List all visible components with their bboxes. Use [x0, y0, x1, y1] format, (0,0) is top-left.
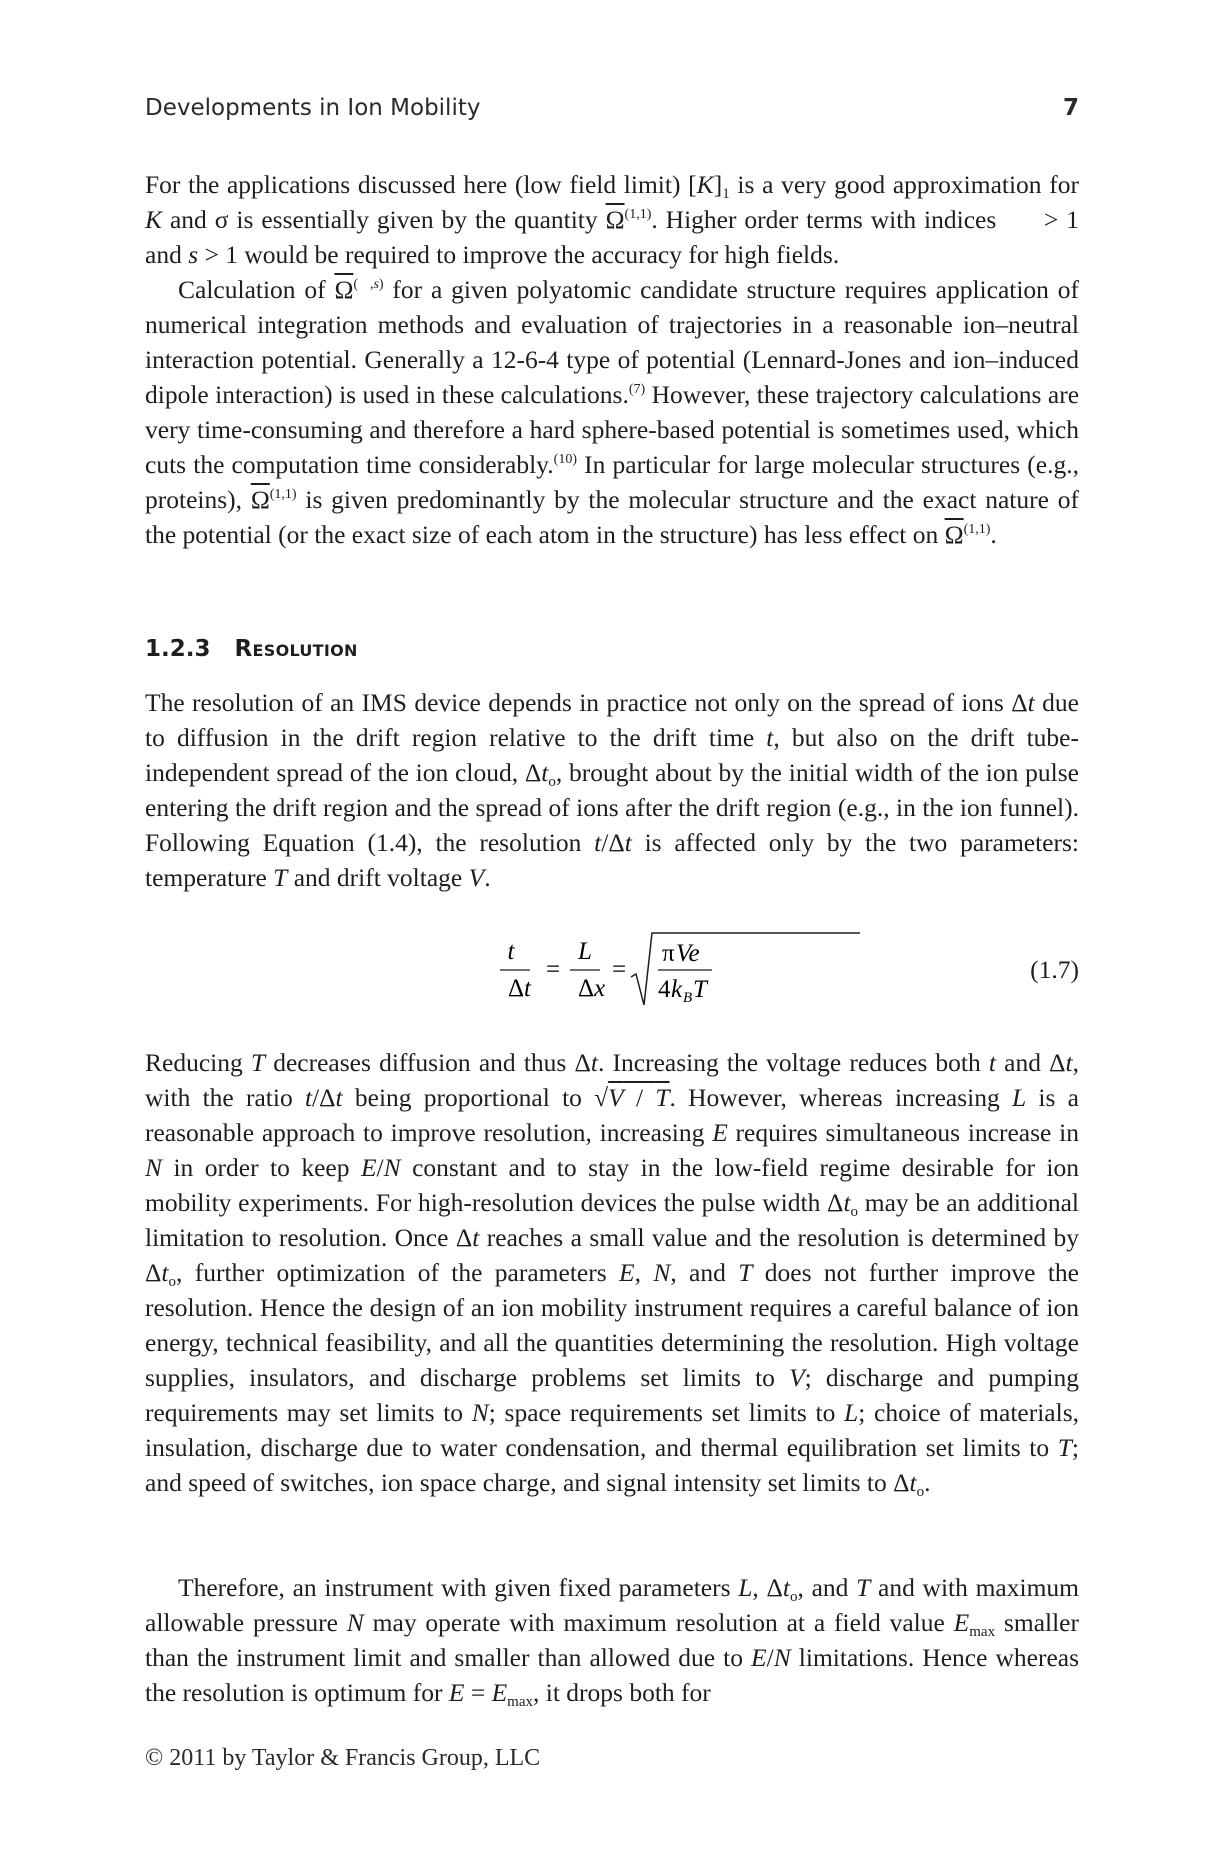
svg-text:k: k [671, 976, 683, 1003]
running-title: Developments in Ion Mobility [145, 95, 481, 121]
section-title: Resolution [234, 636, 358, 662]
paragraph-resolution: The resolution of an IMS device depends in practice not only on the spread of ions Δt due to diffusion in the drift region relative to the drift time t, but also on the drift tube-independent spread of the ion cloud, $\Delta t_o$, brought about by the initial width of the ion pulse entering the drift region and the spread of ions after the drift region (e.g., in the ion funnel). Following Equation (1.4), the resolution t/Δt is affected only by the two parameters: temperature T and drift voltage V. [145, 688, 1079, 892]
svg-text:T: T [693, 976, 707, 1003]
paragraph-reducing: Reducing T decreases diffusion and thus Δt. Increasing the voltage reduces both t and Δt, with the ratio t/Δt being proportional to √V / T. However, whereas increasing L is a reasonable approach to improve resolution, increasing E requires simultaneous increase in N in order to keep E/N constant and to stay in the low-field regime desirable for ion mobility experiments. For high-resolution devices the pulse width $\Delta t_o$ may be an additional limitation to resolution. Once Δt reaches a small value and the resolution is determined by $\Delta t_o$, further optimization of the parameters E, N, and T does not further improve the resolution. Hence the design of an ion mobility instrument requires a careful balance of ion energy, technical feasibility, and all the quantities determining the resolution. High voltage supplies, insulators, and discharge problems set limits to V; discharge and pumping requirements may set limits to N; space requirements set limits to L; choice of materials, insulation, discharge due to water condensation, and thermal equilibration set limits to T; and speed of switches, ion space charge, and signal intensity set limits to $\Delta t_o$. [145, 1048, 1080, 1500]
paragraph-intro: For the applications discussed here (low field limit) $[K]_1$ is a very good approximation for K and σ is essentially given by the quantity $\overline{\Omega}^{(1,1)}$. Higher order terms with indices > 1 and s > 1 would be required to improve the accuracy for high fields. [145, 170, 1079, 269]
equation-1-7 [145, 925, 1079, 1005]
paragraph-therefore: Therefore, an instrument with given fixed parameters L, $\Delta t_o$, and T and with maximum allowable pressure N may operate with maximum resolution at a field value $E_{max}$ smaller than the instrument limit and smaller than allowed due to E/N limitations. Hence whereas the resolution is optimum for $E = E_{max}$, it drops both for [145, 1573, 1080, 1710]
svg-text:B: B [683, 990, 693, 1005]
equation-number: (1.7) [1030, 955, 1079, 984]
svg-text:t: t [507, 938, 515, 965]
svg-text:Δ: Δ [578, 975, 595, 1002]
copyright-footer: © 2011 by Taylor & Francis Group, LLC [145, 1745, 541, 1771]
svg-text:π: π [662, 940, 675, 967]
svg-text:=: = [546, 956, 561, 983]
equation-formula [500, 925, 860, 1005]
svg-text:L: L [578, 938, 592, 965]
page-number: 7 [1062, 95, 1079, 121]
section-heading [145, 636, 358, 662]
svg-text:=: = [612, 956, 627, 983]
svg-text:4: 4 [658, 976, 671, 1003]
running-header [145, 95, 1079, 125]
svg-text:Δ: Δ [508, 975, 525, 1002]
svg-text:t: t [524, 975, 531, 1002]
document-page [145, 0, 1079, 1850]
section-number: 1.2.3 [145, 636, 211, 662]
svg-text:Ve: Ve [676, 940, 700, 967]
svg-text:x: x [594, 975, 606, 1002]
paragraph-calculation: Calculation of $\overline{\Omega}^{( ,s)}$ for a given polyatomic candidate structure requires application of numerical integration methods and evaluation of trajectories in a reasonable ion–neutral interaction potential. Generally a 12-6-4 type of potential (Lennard-Jones and ion–induced dipole interaction) is used in these calculations.$^{(7)}$ However, these trajectory calculations are very time-consuming and therefore a hard sphere-based potential is sometimes used, which cuts the computation time considerably.$^{(10)}$ In particular for large molecular structures (e.g., proteins), $\overline{\Omega}^{(1,1)}$ is given predominantly by the molecular structure and the exact nature of the potential (or the exact size of each atom in the structure) has less effect on $\overline{\Omega}^{(1,1)}$. [145, 275, 1080, 549]
